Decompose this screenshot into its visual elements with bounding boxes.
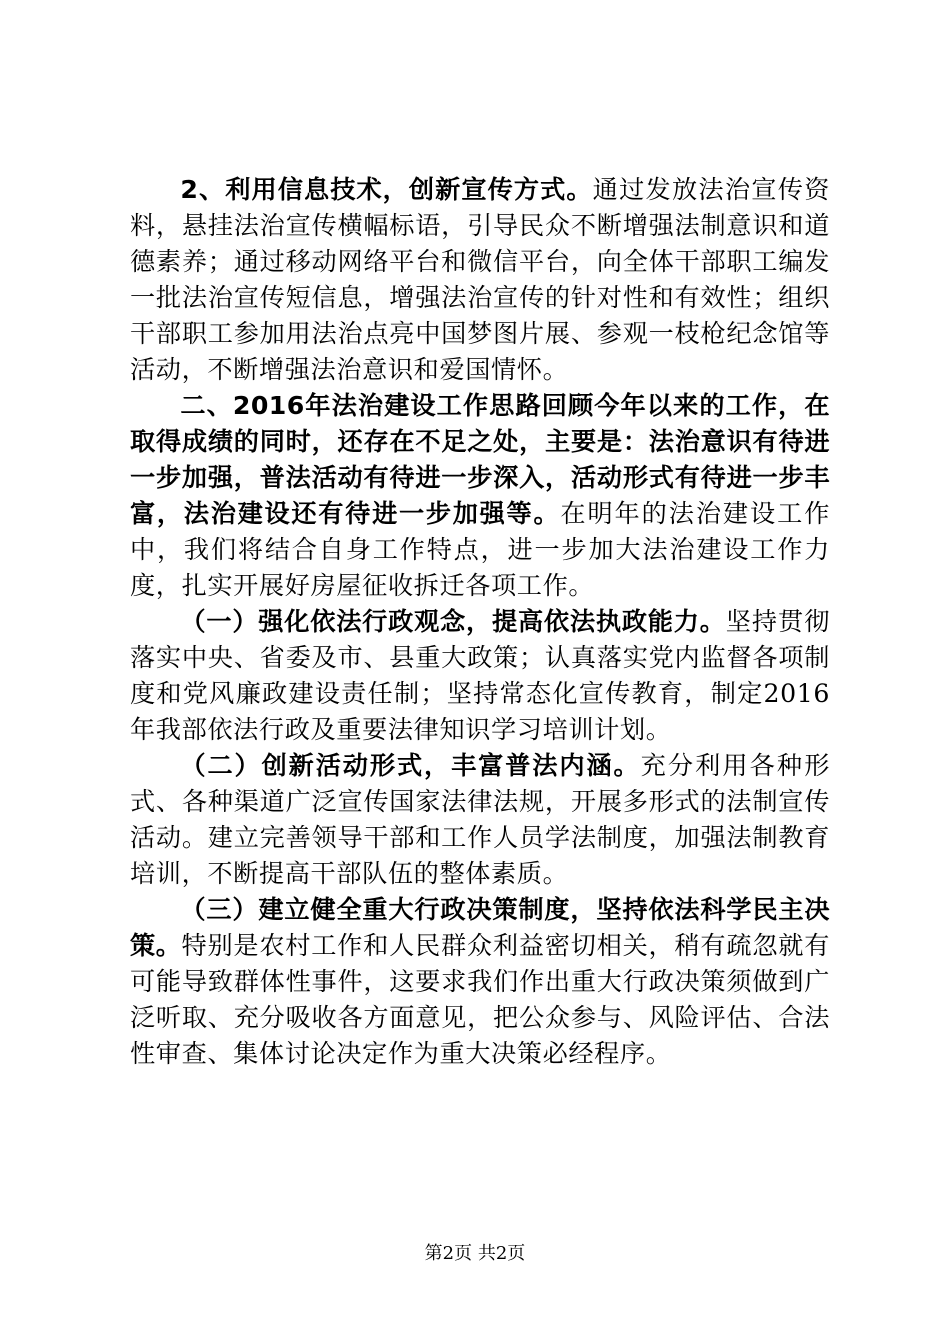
paragraph-3-heading: （一）强化依法行政观念，提高依法执政能力。 <box>180 607 726 636</box>
paragraph-2-heading: 二、2016年法治建设工作思路回顾今年以来的工作，在取得成绩的同时，还存在不足之处，主要是：法治意识有待进一步加强，普法活动有待进一步深入，活动形式有待进一步丰富，法治建设还有待进一步加强等。 <box>130 391 830 528</box>
paragraph-3-text: 坚持贯彻落实中央、省委及市、县重大政策；认真落实党内监督各项制度和党风廉政建设责任制；坚持常态化宣传教育，制定2016年我部依法行政及重要法律知识学习培训计划。 <box>130 607 830 744</box>
paragraph-5 <box>130 892 830 1072</box>
paragraph-2 <box>130 388 830 604</box>
paragraph-1-text: 通过发放法治宣传资料，悬挂法治宣传横幅标语，引导民众不断增强法制意识和道德素养；通过移动网络平台和微信平台，向全体干部职工编发一批法治宣传短信息，增强法治宣传的针对性和有效性；组织干部职工参加用法治点亮中国梦图片展、参观一枝枪纪念馆等活动，不断增强法治意识和爱国情怀。 <box>130 175 830 384</box>
paragraph-1 <box>130 172 830 388</box>
paragraph-3 <box>130 604 830 748</box>
paragraph-4-text: 充分利用各种形式、各种渠道广泛宣传国家法律法规，开展多形式的法制宣传活动。建立完善领导干部和工作人员学法制度，加强法制教育培训，不断提高干部队伍的整体素质。 <box>130 751 830 888</box>
paragraph-4 <box>130 748 830 892</box>
paragraph-4-heading: （二）创新活动形式，丰富普法内涵。 <box>180 751 641 780</box>
paragraph-1-heading: 2、利用信息技术，创新宣传方式。 <box>180 175 593 204</box>
page-number-footer: 第2页 共2页 <box>424 1243 526 1264</box>
document-body <box>130 172 830 1072</box>
paragraph-5-heading: （三）建立健全重大行政决策制度，坚持依法科学民主决策。 <box>130 895 830 960</box>
paragraph-2-text: 在明年的法治建设工作中，我们将结合自身工作特点，进一步加大法治建设工作力度，扎实开展好房屋征收拆迁各项工作。 <box>130 499 830 600</box>
paragraph-5-text: 特别是农村工作和人民群众利益密切相关，稍有疏忽就有可能导致群体性事件，这要求我们作出重大行政决策须做到广泛听取、充分吸收各方面意见，把公众参与、风险评估、合法性审查、集体讨论决定作为重大决策必经程序。 <box>130 931 830 1068</box>
